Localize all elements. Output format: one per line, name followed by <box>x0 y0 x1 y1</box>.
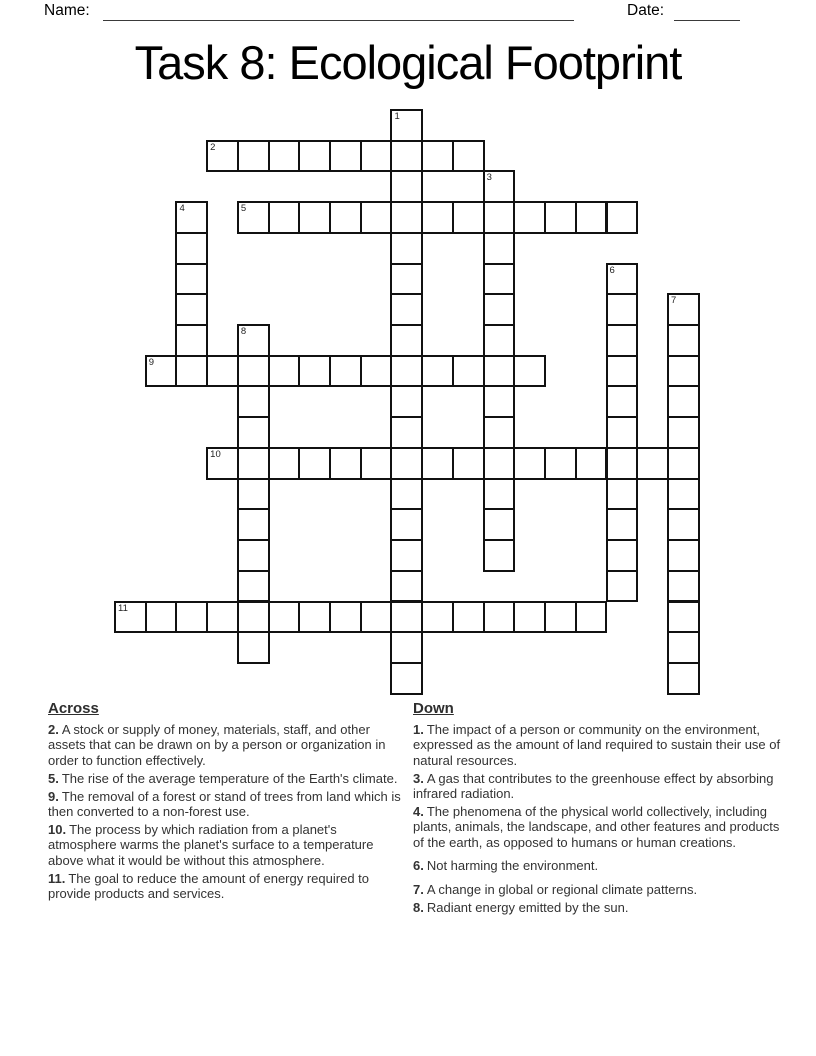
grid-cell <box>483 508 516 541</box>
grid-cell <box>606 447 639 480</box>
grid-cell <box>360 447 393 480</box>
grid-cell <box>237 447 270 480</box>
grid-cell <box>636 447 669 480</box>
grid-cell <box>452 447 485 480</box>
grid-cell <box>329 601 362 634</box>
grid-cell <box>667 570 700 603</box>
grid-cell <box>483 201 516 234</box>
grid-cell <box>360 201 393 234</box>
clue-number: 1. <box>413 722 424 737</box>
grid-cell <box>606 539 639 572</box>
clue-text: The impact of a person or community on the environment, expressed as the amount of land required to sustain their use of natural resources. <box>413 722 781 768</box>
grid-cell <box>483 447 516 480</box>
clue-down-8 <box>413 900 781 915</box>
clue-across-2 <box>48 722 408 768</box>
grid-cell <box>390 447 423 480</box>
cell-number: 8 <box>240 326 247 338</box>
grid-cell <box>298 355 331 388</box>
grid-cell <box>360 355 393 388</box>
grid-cell <box>483 232 516 265</box>
grid-cell <box>606 324 639 357</box>
grid-cell <box>237 324 270 357</box>
clue-down-7 <box>413 882 781 897</box>
grid-cell <box>237 570 270 603</box>
grid-cell <box>483 601 516 634</box>
grid-cell <box>390 232 423 265</box>
down-clue-list <box>413 722 781 915</box>
grid-cell <box>452 201 485 234</box>
grid-cell <box>237 508 270 541</box>
grid-cell <box>667 631 700 664</box>
grid-cell <box>390 324 423 357</box>
clue-text: A gas that contributes to the greenhouse effect by absorbing infrared radiation. <box>413 770 774 802</box>
grid-cell <box>390 170 423 203</box>
grid-cell <box>513 601 546 634</box>
grid-cell <box>390 355 423 388</box>
grid-cell <box>606 478 639 511</box>
grid-cell <box>483 539 516 572</box>
grid-cell <box>606 355 639 388</box>
clue-number: 11. <box>48 870 66 886</box>
grid-cell <box>298 601 331 634</box>
down-header: Down <box>413 700 454 717</box>
grid-cell <box>575 601 608 634</box>
clue-number: 7. <box>413 881 424 897</box>
clue-text: Not harming the environment. <box>426 858 599 874</box>
grid-cell <box>390 109 423 142</box>
cell-number: 4 <box>179 203 185 215</box>
grid-cell <box>667 662 700 695</box>
clue-text: A change in global or regional climate patterns. <box>426 881 698 897</box>
grid-cell <box>145 601 178 634</box>
grid-cell <box>268 355 301 388</box>
grid-cell <box>237 601 270 634</box>
grid-cell <box>329 355 362 388</box>
grid-cell <box>390 539 423 572</box>
across-clue-list <box>48 722 408 901</box>
grid-cell <box>421 355 454 388</box>
clue-text: The goal to reduce the amount of energy required to provide products and services. <box>48 870 369 902</box>
grid-cell <box>667 355 700 388</box>
cell-number: 6 <box>609 264 615 276</box>
grid-cell <box>483 170 516 203</box>
clue-text: Radiant energy emitted by the sun. <box>426 899 629 915</box>
name-label: Name: <box>44 2 90 19</box>
grid-cell <box>667 416 700 449</box>
grid-cell <box>145 355 178 388</box>
grid-cell <box>175 293 208 326</box>
cell-number: 5 <box>240 203 247 215</box>
clue-number: 10. <box>48 821 67 837</box>
grid-cell <box>606 201 639 234</box>
grid-cell <box>513 201 546 234</box>
grid-cell <box>667 601 700 634</box>
clue-number: 4. <box>413 804 424 820</box>
grid-cell <box>606 416 639 449</box>
grid-cell <box>175 601 208 634</box>
grid-cell <box>298 447 331 480</box>
grid-cell <box>452 355 485 388</box>
grid-cell <box>237 478 270 511</box>
grid-cell <box>667 293 700 326</box>
grid-cell <box>360 140 393 173</box>
grid-cell <box>237 416 270 449</box>
grid-cell <box>175 263 208 296</box>
grid-cell <box>667 508 700 541</box>
grid-cell <box>360 601 393 634</box>
grid-cell <box>667 324 700 357</box>
grid-cell <box>390 201 423 234</box>
clue-number: 8. <box>413 899 424 915</box>
grid-cell <box>390 478 423 511</box>
grid-cell <box>390 601 423 634</box>
grid-cell <box>452 140 485 173</box>
cell-number: 3 <box>486 172 492 184</box>
clue-text: A stock or supply of money, materials, staff, and other assets that can be drawn on by a person or organization in order to function effectively. <box>48 722 386 768</box>
clue-across-9 <box>48 789 408 820</box>
date-label: Date: <box>627 2 665 19</box>
clue-down-3 <box>413 771 781 802</box>
grid-cell <box>268 601 301 634</box>
grid-cell <box>513 355 546 388</box>
grid-cell <box>206 355 239 388</box>
grid-cell <box>329 201 362 234</box>
clue-down-1 <box>413 722 781 768</box>
grid-cell <box>237 631 270 664</box>
cell-number: 2 <box>210 141 216 153</box>
clue-number: 5. <box>48 770 59 786</box>
grid-cell <box>329 140 362 173</box>
grid-cell <box>175 201 208 234</box>
grid-cell <box>483 324 516 357</box>
grid-cell <box>237 355 270 388</box>
grid-cell <box>606 385 639 418</box>
grid-cell <box>390 263 423 296</box>
cell-number: 1 <box>394 111 400 122</box>
grid-cell <box>390 140 423 173</box>
clue-text: The phenomena of the physical world collectively, including plants, animals, the landscape, and other features and products of the earth, as opposed to humans or human creations. <box>413 804 780 850</box>
grid-cell <box>667 447 700 480</box>
cell-number: 9 <box>148 356 155 368</box>
grid-cell <box>544 601 577 634</box>
clue-number: 9. <box>48 788 59 804</box>
grid-cell <box>206 140 239 173</box>
grid-cell <box>298 201 331 234</box>
clue-down-6 <box>413 858 781 873</box>
grid-cell <box>175 355 208 388</box>
grid-cell <box>268 140 301 173</box>
grid-cell <box>483 416 516 449</box>
grid-cell <box>268 447 301 480</box>
clues-across <box>48 700 408 901</box>
grid-cell <box>421 601 454 634</box>
grid-cell <box>544 201 577 234</box>
grid-cell <box>544 447 577 480</box>
grid-cell <box>483 355 516 388</box>
grid-cell <box>206 601 239 634</box>
clue-across-5 <box>48 771 408 786</box>
grid-cell <box>421 140 454 173</box>
grid-cell <box>390 385 423 418</box>
cell-number: 10 <box>210 448 221 460</box>
grid-cell <box>606 263 639 296</box>
grid-cell <box>237 201 270 234</box>
grid-cell <box>390 293 423 326</box>
cell-number: 11 <box>118 602 128 614</box>
grid-cell <box>390 416 423 449</box>
page-title: Task 8: Ecological Footprint <box>134 36 682 89</box>
grid-cell <box>483 478 516 511</box>
grid-cell <box>298 140 331 173</box>
clues-down <box>413 700 781 915</box>
grid-cell <box>483 293 516 326</box>
grid-cell <box>483 385 516 418</box>
grid-cell <box>667 385 700 418</box>
grid-cell <box>237 140 270 173</box>
across-header: Across <box>48 700 99 717</box>
grid-cell <box>175 324 208 357</box>
grid-cell <box>606 508 639 541</box>
grid-cell <box>390 508 423 541</box>
grid-cell <box>114 601 147 634</box>
grid-cell <box>452 601 485 634</box>
grid-cell <box>421 447 454 480</box>
grid-cell <box>237 385 270 418</box>
grid-cell <box>483 263 516 296</box>
clue-across-10 <box>48 822 408 868</box>
grid-cell <box>390 570 423 603</box>
grid-cell <box>575 201 608 234</box>
cell-number: 7 <box>670 295 677 307</box>
grid-cell <box>667 478 700 511</box>
grid-cell <box>513 447 546 480</box>
clue-down-4 <box>413 804 781 850</box>
grid-cell <box>390 631 423 664</box>
grid-cell <box>329 447 362 480</box>
clue-across-11 <box>48 871 408 902</box>
clue-text: The process by which radiation from a planet's atmosphere warms the planet's surface to a temperature above what it would be without this atmosphere. <box>48 821 374 868</box>
grid-cell <box>667 539 700 572</box>
clue-number: 2. <box>48 722 59 737</box>
grid-cell <box>606 570 639 603</box>
clue-text: The removal of a forest or stand of trees from land which is then converted to a non-forest use. <box>48 788 401 820</box>
grid-cell <box>606 293 639 326</box>
clue-number: 3. <box>413 770 424 786</box>
grid-cell <box>175 232 208 265</box>
grid-cell <box>421 201 454 234</box>
clue-text: The rise of the average temperature of the Earth's climate. <box>61 770 398 786</box>
grid-cell <box>206 447 239 480</box>
grid-cell <box>237 539 270 572</box>
grid-cell <box>575 447 608 480</box>
grid-cell <box>268 201 301 234</box>
grid-cell <box>390 662 423 695</box>
clue-number: 6. <box>413 858 424 874</box>
